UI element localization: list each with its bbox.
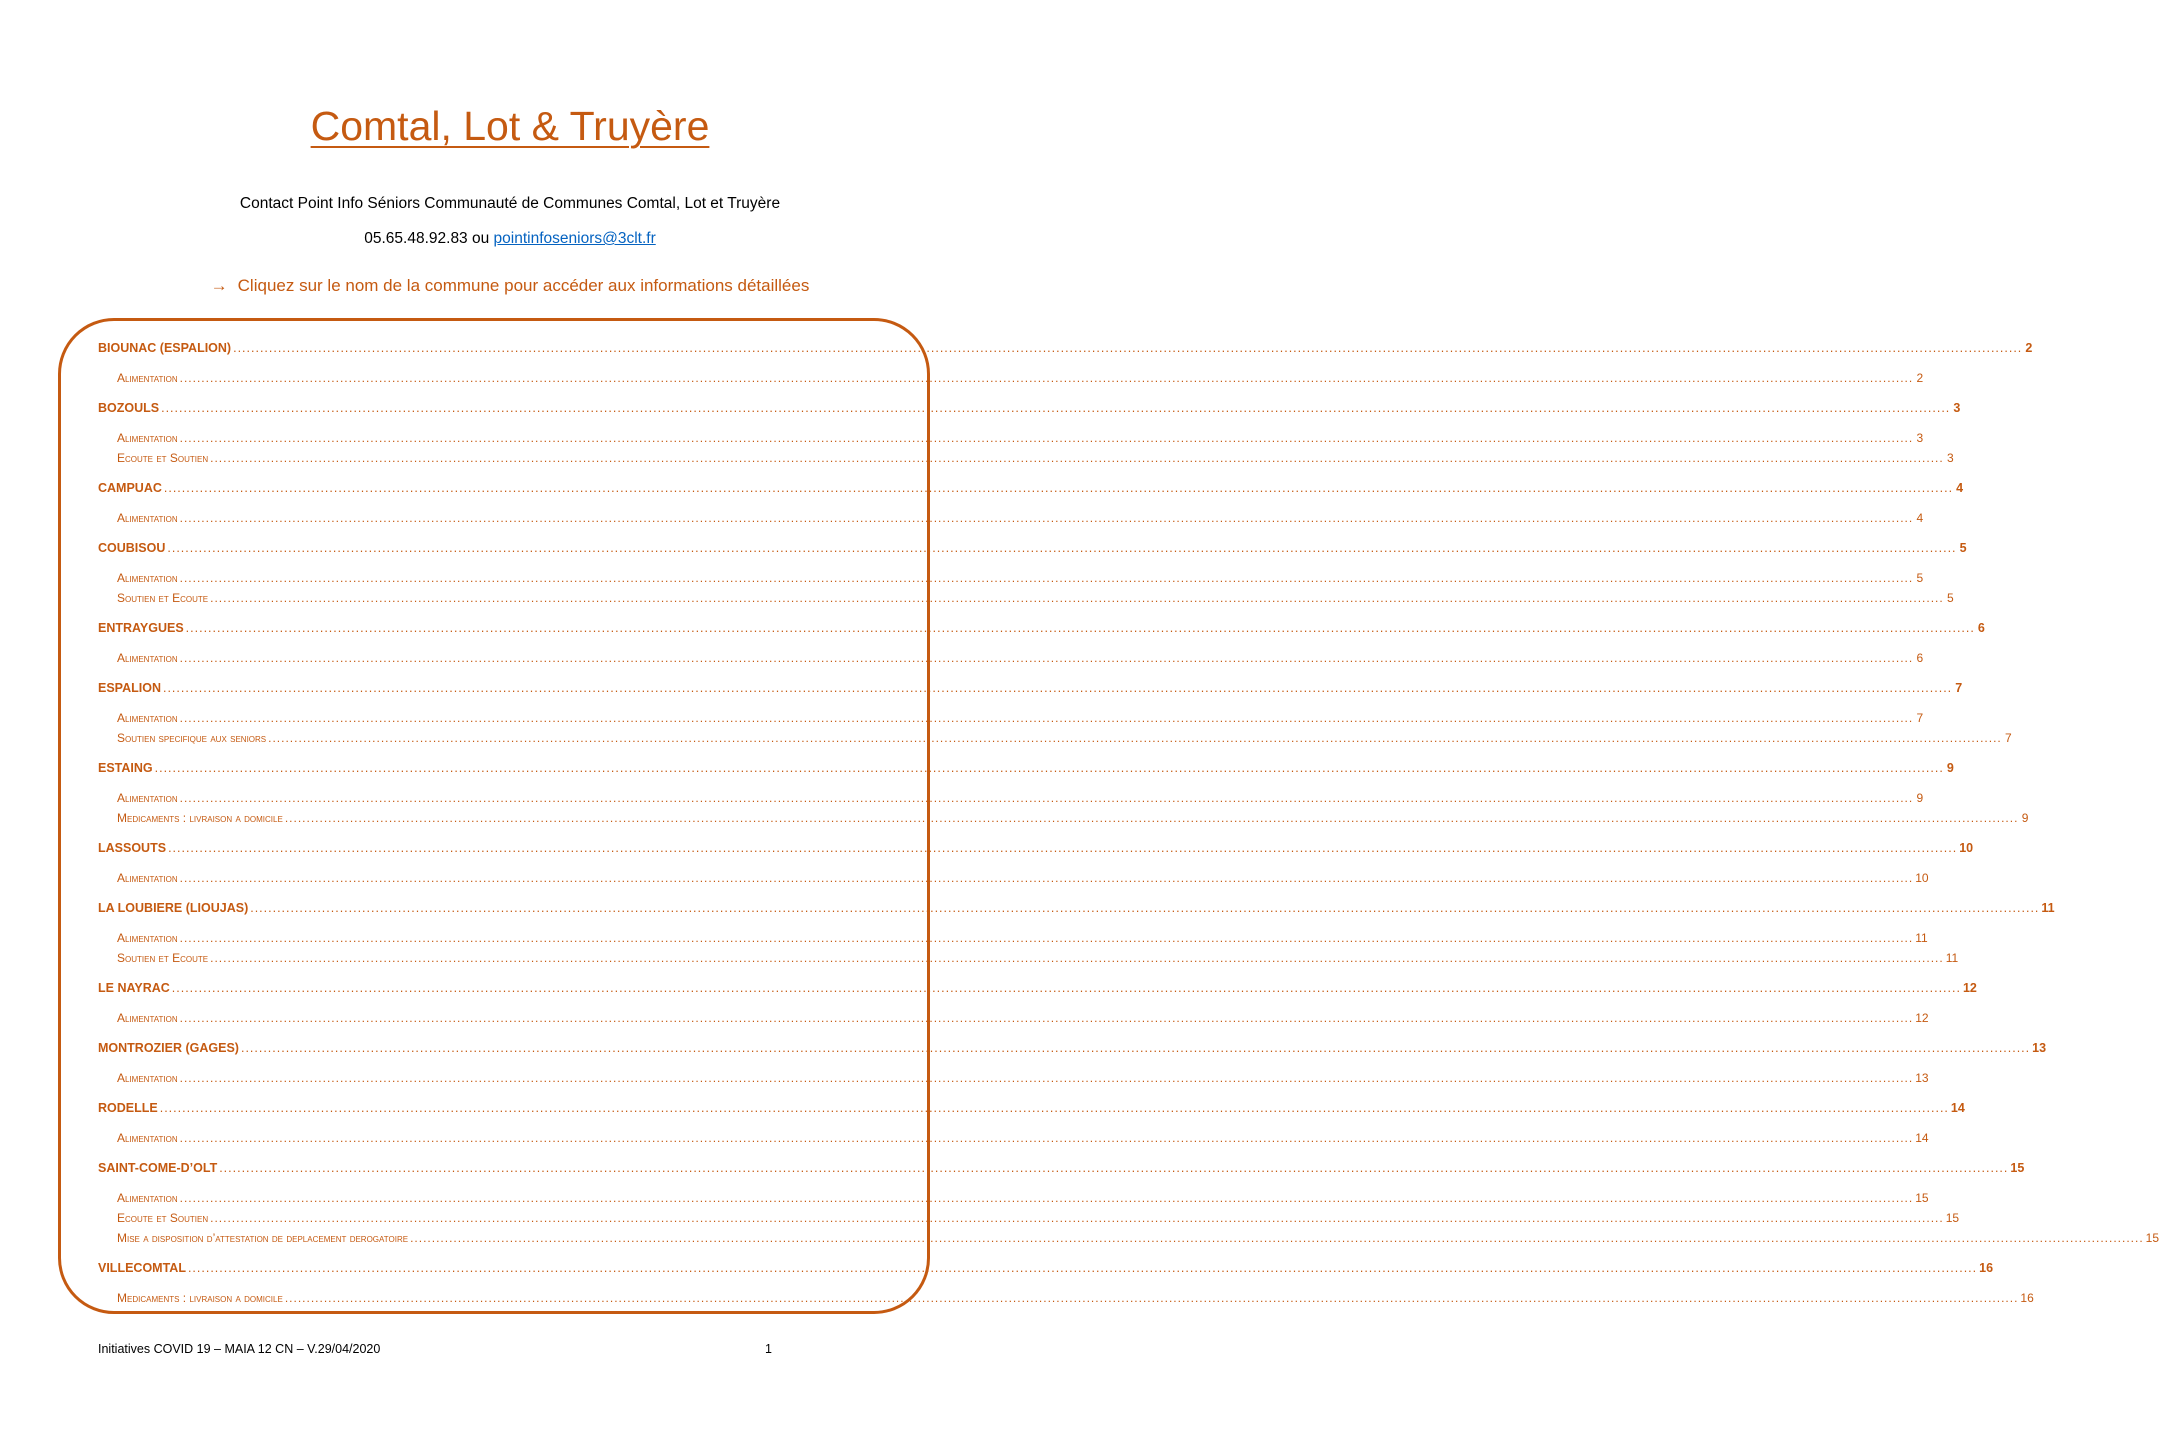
instruction [0,274,1020,298]
toc-leader-dots: ................................................................................................................................................................................................................................................................................................................................................................................................................ [159,1101,1949,1115]
page-title-text: Comtal, Lot & Truyère [310,103,710,149]
toc-entry-label: LASSOUTS [98,841,167,855]
toc-entry-page: 16 [2020,1291,2034,1305]
toc-entry-label: Medicaments : livraison a domicile [117,1291,283,1305]
toc-entry-page: 10 [1915,871,1929,885]
toc-leader-dots: ................................................................................................................................................................................................................................................................................................................................................................................................................ [167,541,1957,555]
toc-entry-page: 12 [1962,981,1977,995]
toc-entry-page: 2 [2025,341,2033,355]
toc-entry-page: 5 [1947,591,1954,605]
right-arrow-icon: → [210,276,228,295]
footer-page-number: 1 [765,1342,772,1356]
toc-entry-commune[interactable] [98,341,2033,359]
toc-entry-page: 6 [1916,651,1924,665]
toc-entry-label: ESPALION [98,681,161,695]
toc-leader-dots: ................................................................................................................................................................................................................................................................................................................................................................................................................ [210,591,1944,605]
toc-entry-label: Alimentation [117,711,178,725]
toc-entry-page: 5 [1916,571,1924,585]
toc-entry-page: 3 [1953,401,1961,415]
toc-entry-page: 13 [2032,1041,2047,1055]
toc-entry-label: Ecoute et Soutien [117,451,209,465]
toc-entry-label: COUBISOU [98,541,166,555]
toc-entry-page: 2 [1916,371,1924,385]
toc-entry-page: 7 [1916,711,1924,725]
toc-entry-page: 15 [2010,1161,2025,1175]
toc-entry-commune[interactable] [98,401,1961,419]
toc-entry-label: Alimentation [117,931,178,945]
toc-entry-label: Medicaments : livraison a domicile [117,811,283,825]
toc-entry-section[interactable] [117,931,1928,947]
toc-leader-dots: ................................................................................................................................................................................................................................................................................................................................................................................................................ [179,371,1914,385]
toc-entry-page: 14 [1950,1101,1965,1115]
toc-entry-section[interactable] [117,1291,2034,1307]
toc-entry-commune[interactable] [98,681,1963,699]
toc-leader-dots: ................................................................................................................................................................................................................................................................................................................................................................................................................ [161,401,1951,415]
toc-leader-dots: ................................................................................................................................................................................................................................................................................................................................................................................................................ [179,1071,1914,1085]
toc-entry-commune[interactable] [98,761,1954,779]
toc-entry-label: Alimentation [117,791,178,805]
toc-leader-dots: ................................................................................................................................................................................................................................................................................................................................................................................................................ [210,951,1944,965]
toc-entry-label: CAMPUAC [98,481,162,495]
toc-entry-section[interactable] [117,371,1924,387]
contact-email-link[interactable]: pointinfoseniors@3clt.fr [493,230,656,247]
toc-leader-dots: ................................................................................................................................................................................................................................................................................................................................................................................................................ [179,1011,1914,1025]
toc-leader-dots: ................................................................................................................................................................................................................................................................................................................................................................................................................ [219,1161,2009,1175]
toc-leader-dots: ................................................................................................................................................................................................................................................................................................................................................................................................................ [284,811,2019,825]
toc-leader-dots: ................................................................................................................................................................................................................................................................................................................................................................................................................ [179,1131,1914,1145]
toc-entry-section[interactable] [117,811,2029,827]
toc-entry-label: Alimentation [117,1131,178,1145]
toc-entry-commune[interactable] [98,481,1964,499]
toc-leader-dots: ................................................................................................................................................................................................................................................................................................................................................................................................................ [179,511,1914,525]
toc-entry-page: 6 [1977,621,1985,635]
toc-entry-section[interactable] [117,1231,2159,1247]
toc-entry-page: 14 [1915,1131,1929,1145]
toc-entry-label: Alimentation [117,651,178,665]
toc-entry-section[interactable] [117,571,1924,587]
toc-leader-dots: ................................................................................................................................................................................................................................................................................................................................................................................................................ [179,791,1914,805]
toc-entry-label: Alimentation [117,1071,178,1085]
toc-leader-dots: ................................................................................................................................................................................................................................................................................................................................................................................................................ [179,1191,1914,1205]
toc-entry-page: 15 [1945,1211,1960,1225]
contact-details [0,228,1020,250]
toc-entry-commune[interactable] [98,1041,2047,1059]
toc-entry-page: 3 [1947,451,1954,465]
toc-leader-dots: ................................................................................................................................................................................................................................................................................................................................................................................................................ [162,681,1953,695]
toc-entry-page: 9 [2021,811,2029,825]
toc-entry-label: RODELLE [98,1101,158,1115]
toc-entry-label: Soutien et Ecoute [117,591,209,605]
toc-entry-section[interactable] [117,951,1959,967]
toc-leader-dots: ................................................................................................................................................................................................................................................................................................................................................................................................................ [168,841,1958,855]
toc-entry-section[interactable] [117,511,1924,527]
toc-leader-dots: ................................................................................................................................................................................................................................................................................................................................................................................................................ [163,481,1954,495]
toc-entry-section[interactable] [117,1131,1929,1147]
toc-entry-label: Soutien et Ecoute [117,951,209,965]
toc-entry-commune[interactable] [98,1161,2025,1179]
toc-entry-label: Alimentation [117,571,178,585]
toc-entry-section[interactable] [117,591,1954,607]
toc-entry-page: 15 [1915,1191,1929,1205]
toc-entry-section[interactable] [117,431,1924,447]
page-title [0,98,1020,154]
toc-entry-page: 10 [1959,841,1974,855]
toc-entry-commune[interactable] [98,541,1967,559]
toc-entry-label: Alimentation [117,871,178,885]
instruction-text: Cliquez sur le nom de la commune pour accéder aux informations détaillées [237,276,810,295]
toc-leader-dots: ................................................................................................................................................................................................................................................................................................................................................................................................................ [179,431,1914,445]
toc-entry-commune[interactable] [98,841,1974,859]
toc-entry-label: Alimentation [117,431,178,445]
toc-entry-label: Alimentation [117,511,178,525]
toc-leader-dots: ................................................................................................................................................................................................................................................................................................................................................................................................................ [179,651,1914,665]
toc-leader-dots: ................................................................................................................................................................................................................................................................................................................................................................................................................ [240,1041,2031,1055]
toc-leader-dots: ................................................................................................................................................................................................................................................................................................................................................................................................................ [185,621,1975,635]
toc-entry-page: 12 [1915,1011,1929,1025]
toc-entry-commune[interactable] [98,1101,1965,1119]
contact-phone: 05.65.48.92.83 ou [364,230,494,247]
toc-entry-section[interactable] [117,1011,1929,1027]
toc-entry-page: 13 [1915,1071,1929,1085]
toc-leader-dots: ................................................................................................................................................................................................................................................................................................................................................................................................................ [284,1291,2019,1305]
toc-leader-dots: ................................................................................................................................................................................................................................................................................................................................................................................................................ [268,731,2002,745]
toc-entry-label: ESTAING [98,761,153,775]
toc-entry-label: LE NAYRAC [98,981,170,995]
toc-entry-commune[interactable] [98,621,1985,639]
toc-entry-label: SAINT-COME-D’OLT [98,1161,218,1175]
toc-leader-dots: ................................................................................................................................................................................................................................................................................................................................................................................................................ [154,761,1944,775]
toc-entry-page: 15 [2145,1231,2159,1245]
footer-text: Initiatives COVID 19 – MAIA 12 CN – V.29/04/2020 [98,1342,381,1356]
toc-entry-section[interactable] [117,711,1924,727]
toc-leader-dots: ................................................................................................................................................................................................................................................................................................................................................................................................................ [179,931,1914,945]
toc-entry-label: Alimentation [117,1191,178,1205]
toc-entry-page: 16 [1979,1261,1994,1275]
toc-leader-dots: ................................................................................................................................................................................................................................................................................................................................................................................................................ [410,1231,2144,1245]
toc-leader-dots: ................................................................................................................................................................................................................................................................................................................................................................................................................ [179,711,1914,725]
toc-entry-page: 7 [2005,731,2012,745]
toc-entry-label: Soutien specifique aux seniors [117,731,267,745]
toc-entry-label: BOZOULS [98,401,160,415]
toc-leader-dots: ................................................................................................................................................................................................................................................................................................................................................................................................................ [210,451,1944,465]
toc-entry-label: ENTRAYGUES [98,621,184,635]
toc-entry-page: 11 [1945,951,1959,965]
toc-entry-label: LA LOUBIERE (LIOUJAS) [98,901,249,915]
toc-entry-label: Alimentation [117,371,178,385]
contact-line: Contact Point Info Séniors Communauté de Communes Comtal, Lot et Truyère [239,195,781,212]
toc-entry-commune[interactable] [98,981,1977,999]
toc-entry-page: 3 [1916,431,1924,445]
toc-leader-dots: ................................................................................................................................................................................................................................................................................................................................................................................................................ [171,981,1961,995]
toc-leader-dots: ................................................................................................................................................................................................................................................................................................................................................................................................................ [179,571,1914,585]
toc-entry-section[interactable] [117,651,1924,667]
toc-entry-commune[interactable] [98,1261,1994,1279]
toc-leader-dots: ................................................................................................................................................................................................................................................................................................................................................................................................................ [187,1261,1978,1275]
toc-entry-page: 11 [2041,901,2055,915]
toc-entry-label: Mise a disposition d’attestation de deplacement derogatoire [117,1231,409,1245]
toc-entry-section[interactable] [117,731,2012,747]
toc-entry-page: 11 [1915,931,1928,945]
toc-leader-dots: ................................................................................................................................................................................................................................................................................................................................................................................................................ [250,901,2040,915]
toc-entry-label: BIOUNAC (ESPALION) [98,341,232,355]
toc-entry-page: 9 [1916,791,1924,805]
toc-entry-label: Alimentation [117,1011,178,1025]
toc-entry-label: Ecoute et Soutien [117,1211,209,1225]
toc-entry-section[interactable] [117,1071,1929,1087]
toc-entry-page: 5 [1959,541,1967,555]
toc-entry-label: MONTROZIER (GAGES) [98,1041,239,1055]
toc-entry-page: 4 [1956,481,1964,495]
toc-entry-section[interactable] [117,871,1929,887]
toc-entry-commune[interactable] [98,901,2055,919]
toc-entry-section[interactable] [117,1191,1929,1207]
toc-entry-section[interactable] [117,1211,1960,1227]
toc-entry-section[interactable] [117,791,1924,807]
toc-entry-label: VILLECOMTAL [98,1261,186,1275]
toc-entry-page: 9 [1946,761,1954,775]
toc-entry-section[interactable] [117,451,1954,467]
toc-leader-dots: ................................................................................................................................................................................................................................................................................................................................................................................................................ [179,871,1914,885]
toc-leader-dots: ................................................................................................................................................................................................................................................................................................................................................................................................................ [233,341,2023,355]
toc-leader-dots: ................................................................................................................................................................................................................................................................................................................................................................................................................ [210,1211,1944,1225]
toc-entry-page: 7 [1955,681,1963,695]
toc-entry-page: 4 [1916,511,1924,525]
